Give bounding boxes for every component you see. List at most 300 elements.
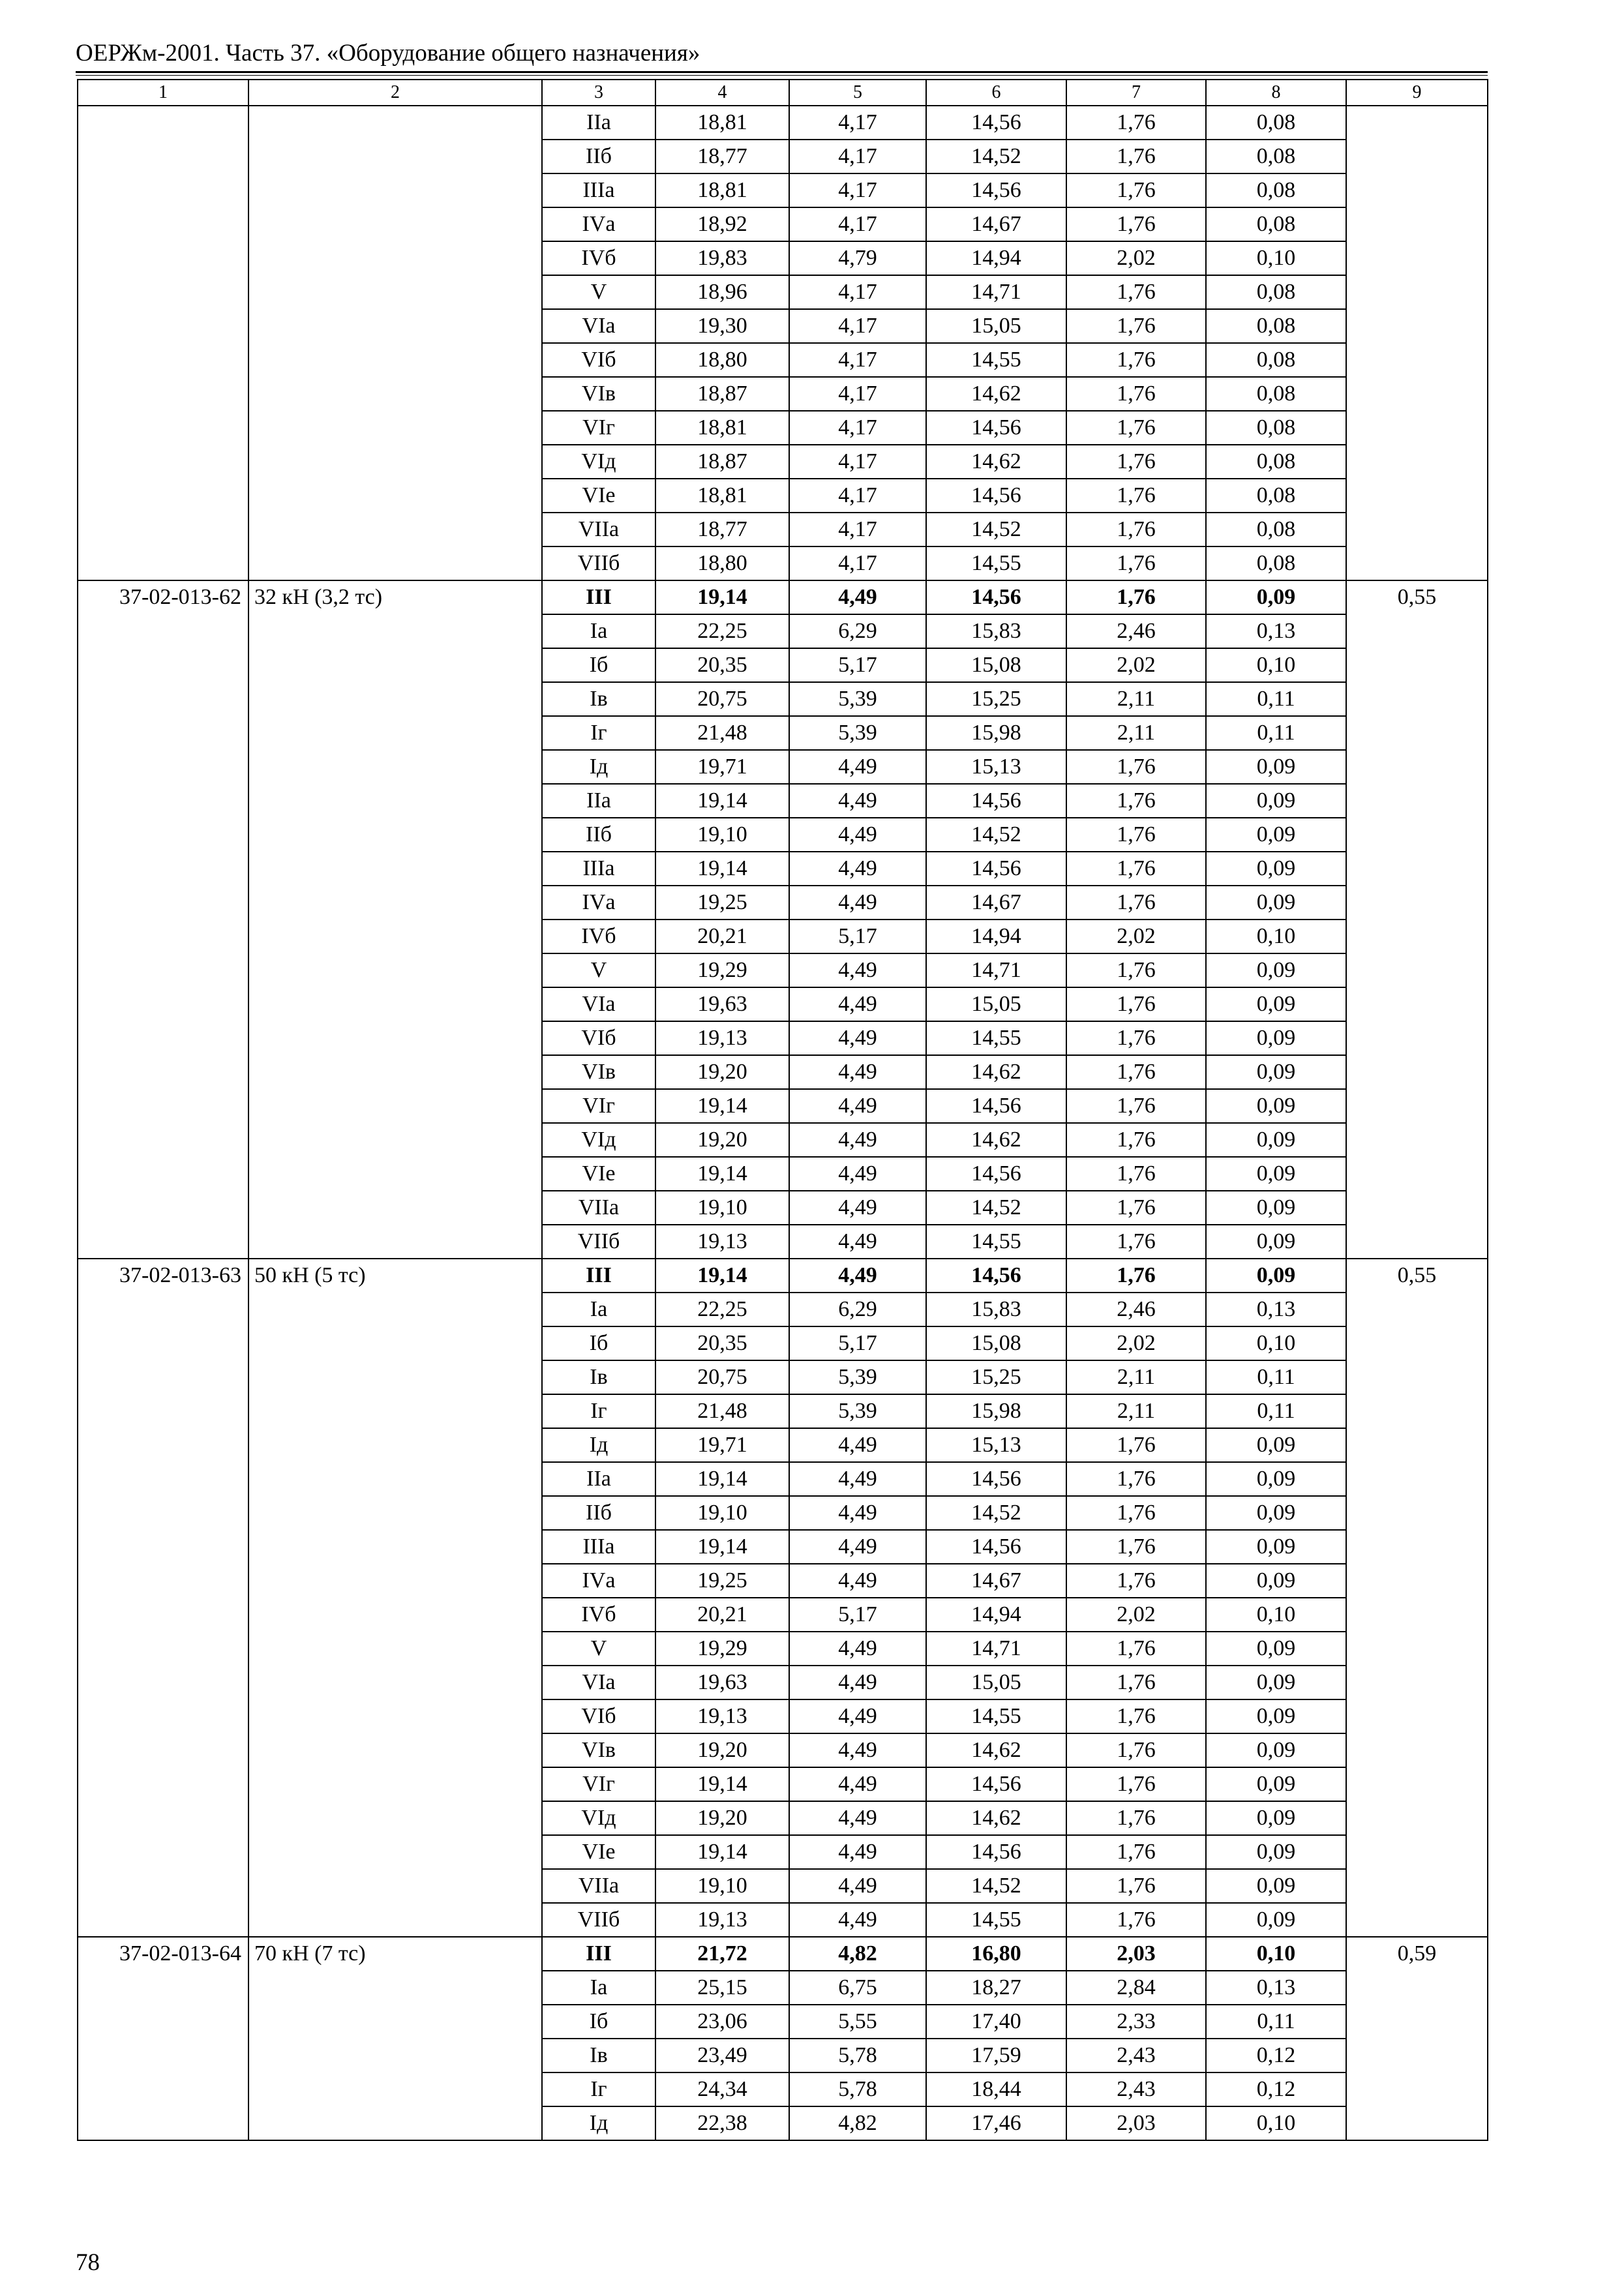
column-number-row (78, 80, 1488, 106)
value-cell: 18,81 (655, 173, 789, 207)
value-cell: 0,09 (1206, 1530, 1346, 1564)
category-cell: Iд (542, 2106, 655, 2140)
value-cell: 0,09 (1206, 886, 1346, 920)
value-cell: 4,49 (789, 1428, 926, 1462)
value-cell: 1,76 (1066, 1733, 1206, 1767)
value-cell: 0,09 (1206, 1157, 1346, 1191)
value-cell: 18,92 (655, 207, 789, 241)
value-cell: 4,49 (789, 1225, 926, 1259)
value-cell: 19,83 (655, 241, 789, 275)
value-cell: 4,49 (789, 750, 926, 784)
category-cell: Iб (542, 1326, 655, 1360)
value-cell: 0,09 (1206, 987, 1346, 1021)
value-cell: 14,55 (926, 546, 1066, 580)
column-number: 9 (1346, 80, 1488, 106)
value-cell: 14,56 (926, 1157, 1066, 1191)
value-cell: 4,49 (789, 1733, 926, 1767)
category-cell: IIб (542, 1496, 655, 1530)
category-cell: IIIа (542, 852, 655, 886)
value-cell: 2,02 (1066, 648, 1206, 682)
value-cell: 5,78 (789, 2072, 926, 2106)
category-cell: VIб (542, 343, 655, 377)
value-cell: 14,71 (926, 953, 1066, 987)
value-cell: 5,39 (789, 682, 926, 716)
page-number: 78 (76, 2249, 100, 2276)
table-body (78, 80, 1488, 2140)
category-cell: V (542, 1632, 655, 1666)
value-cell: 2,43 (1066, 2039, 1206, 2072)
value-cell: 14,52 (926, 140, 1066, 173)
value-cell: 2,33 (1066, 2005, 1206, 2039)
value-cell: 22,25 (655, 614, 789, 648)
value-cell: 0,08 (1206, 479, 1346, 513)
value-cell: 20,75 (655, 682, 789, 716)
value-cell: 14,67 (926, 207, 1066, 241)
value-cell: 4,49 (789, 886, 926, 920)
value-cell: 0,11 (1206, 716, 1346, 750)
value-cell: 19,10 (655, 1191, 789, 1225)
value-cell: 1,76 (1066, 309, 1206, 343)
value-cell: 4,49 (789, 1767, 926, 1801)
value-cell: 14,62 (926, 445, 1066, 479)
rate-code-cell: 37-02-013-62 (78, 580, 248, 1259)
category-cell: IIб (542, 818, 655, 852)
value-cell: 0,09 (1206, 1767, 1346, 1801)
value-cell: 4,17 (789, 343, 926, 377)
value-cell: 4,17 (789, 207, 926, 241)
header-rule (76, 71, 1488, 73)
value-cell: 19,14 (655, 1462, 789, 1496)
value-cell: 0,09 (1206, 1733, 1346, 1767)
value-cell: 1,76 (1066, 513, 1206, 546)
value-cell: 0,12 (1206, 2039, 1346, 2072)
category-cell: IIIа (542, 1530, 655, 1564)
value-cell: 4,17 (789, 513, 926, 546)
table-row (78, 106, 1488, 140)
capacity-cell: 70 кН (7 тс) (248, 1937, 542, 2140)
column-number: 3 (542, 80, 655, 106)
value-cell: 19,13 (655, 1699, 789, 1733)
category-cell: Iд (542, 750, 655, 784)
value-cell: 1,76 (1066, 106, 1206, 140)
value-cell: 15,98 (926, 1394, 1066, 1428)
value-cell: 19,71 (655, 1428, 789, 1462)
value-cell: 15,25 (926, 682, 1066, 716)
value-cell: 0,09 (1206, 1225, 1346, 1259)
category-cell: VIд (542, 445, 655, 479)
value-cell: 1,76 (1066, 1835, 1206, 1869)
category-cell: VIе (542, 1835, 655, 1869)
value-cell: 0,10 (1206, 648, 1346, 682)
category-cell: Iа (542, 1971, 655, 2005)
value-cell: 22,38 (655, 2106, 789, 2140)
value-cell: 18,80 (655, 546, 789, 580)
value-cell: 22,25 (655, 1293, 789, 1326)
value-cell: 4,17 (789, 275, 926, 309)
value-cell: 4,79 (789, 241, 926, 275)
value-cell: 1,76 (1066, 1632, 1206, 1666)
value-cell: 14,62 (926, 1733, 1066, 1767)
value-cell: 2,02 (1066, 1326, 1206, 1360)
value-cell: 0,08 (1206, 546, 1346, 580)
value-cell: 20,35 (655, 648, 789, 682)
value-cell: 2,03 (1066, 1937, 1206, 1971)
category-cell: Iг (542, 1394, 655, 1428)
value-cell: 0,08 (1206, 411, 1346, 445)
value-cell: 0,09 (1206, 1191, 1346, 1225)
category-cell: VIб (542, 1021, 655, 1055)
value-cell: 1,76 (1066, 479, 1206, 513)
value-cell: 18,27 (926, 1971, 1066, 2005)
value-cell: 15,05 (926, 309, 1066, 343)
value-cell: 14,55 (926, 1903, 1066, 1937)
value-cell: 4,49 (789, 580, 926, 614)
value-cell: 15,83 (926, 614, 1066, 648)
value-cell: 1,76 (1066, 1903, 1206, 1937)
value-cell: 2,02 (1066, 241, 1206, 275)
capacity-cell (248, 106, 542, 580)
value-cell: 14,67 (926, 886, 1066, 920)
value-cell: 19,25 (655, 1564, 789, 1598)
value-cell: 14,62 (926, 1801, 1066, 1835)
value-cell: 19,25 (655, 886, 789, 920)
value-cell: 1,76 (1066, 140, 1206, 173)
value-cell: 0,08 (1206, 513, 1346, 546)
value-cell: 15,25 (926, 1360, 1066, 1394)
value-cell: 19,13 (655, 1021, 789, 1055)
category-cell: Iб (542, 2005, 655, 2039)
category-cell: VIIб (542, 1903, 655, 1937)
value-cell: 0,09 (1206, 818, 1346, 852)
category-cell: IVб (542, 1598, 655, 1632)
value-cell: 19,20 (655, 1801, 789, 1835)
value-cell: 2,11 (1066, 1394, 1206, 1428)
category-cell: Iв (542, 2039, 655, 2072)
page-header-title: ОЕРЖм-2001. Часть 37. «Оборудование общего назначения» (76, 40, 700, 67)
value-cell: 15,13 (926, 1428, 1066, 1462)
value-cell: 0,10 (1206, 920, 1346, 953)
value-cell: 14,62 (926, 377, 1066, 411)
value-cell: 0,08 (1206, 377, 1346, 411)
rate-code-cell (78, 106, 248, 580)
value-cell: 14,55 (926, 1699, 1066, 1733)
value-cell: 19,13 (655, 1225, 789, 1259)
value-cell: 1,76 (1066, 1428, 1206, 1462)
category-cell: III (542, 580, 655, 614)
column-number: 6 (926, 80, 1066, 106)
value-cell: 14,94 (926, 920, 1066, 953)
value-cell: 19,10 (655, 818, 789, 852)
value-cell: 4,49 (789, 953, 926, 987)
value-cell: 1,76 (1066, 886, 1206, 920)
value-cell: 1,76 (1066, 173, 1206, 207)
value-cell: 5,39 (789, 1394, 926, 1428)
value-cell: 0,09 (1206, 1699, 1346, 1733)
value-cell: 4,49 (789, 1530, 926, 1564)
category-cell: III (542, 1937, 655, 1971)
value-cell: 4,49 (789, 784, 926, 818)
value-cell: 2,46 (1066, 614, 1206, 648)
category-cell: IVа (542, 1564, 655, 1598)
value-cell: 5,17 (789, 1326, 926, 1360)
value-cell: 4,49 (789, 1869, 926, 1903)
value-cell: 0,08 (1206, 343, 1346, 377)
category-cell: IVб (542, 241, 655, 275)
value-cell: 19,14 (655, 1157, 789, 1191)
value-cell: 0,10 (1206, 1937, 1346, 1971)
category-cell: VIд (542, 1801, 655, 1835)
category-cell: VIIа (542, 1191, 655, 1225)
category-cell: IIа (542, 1462, 655, 1496)
value-cell: 1,76 (1066, 750, 1206, 784)
rate-code-cell: 37-02-013-63 (78, 1259, 248, 1937)
value-cell: 14,71 (926, 1632, 1066, 1666)
value-cell: 5,39 (789, 716, 926, 750)
value-cell: 19,10 (655, 1496, 789, 1530)
value-cell: 17,59 (926, 2039, 1066, 2072)
category-cell: VIд (542, 1123, 655, 1157)
column-9-cell: 0,59 (1346, 1937, 1488, 2140)
value-cell: 1,76 (1066, 953, 1206, 987)
value-cell: 6,29 (789, 1293, 926, 1326)
value-cell: 1,76 (1066, 1767, 1206, 1801)
value-cell: 14,62 (926, 1123, 1066, 1157)
value-cell: 0,12 (1206, 2072, 1346, 2106)
value-cell: 4,49 (789, 1021, 926, 1055)
value-cell: 1,76 (1066, 1801, 1206, 1835)
column-9-cell (1346, 106, 1488, 580)
category-cell: IIб (542, 140, 655, 173)
value-cell: 0,09 (1206, 1123, 1346, 1157)
value-cell: 0,10 (1206, 1326, 1346, 1360)
value-cell: 1,76 (1066, 1123, 1206, 1157)
category-cell: IVа (542, 207, 655, 241)
value-cell: 1,76 (1066, 1191, 1206, 1225)
value-cell: 5,55 (789, 2005, 926, 2039)
value-cell: 0,08 (1206, 140, 1346, 173)
value-cell: 18,81 (655, 411, 789, 445)
value-cell: 4,82 (789, 2106, 926, 2140)
value-cell: 1,76 (1066, 580, 1206, 614)
value-cell: 4,49 (789, 1123, 926, 1157)
value-cell: 17,46 (926, 2106, 1066, 2140)
table-row (78, 580, 1488, 614)
value-cell: 16,80 (926, 1937, 1066, 1971)
value-cell: 0,09 (1206, 1632, 1346, 1666)
category-cell: III (542, 1259, 655, 1293)
category-cell: VIа (542, 1666, 655, 1699)
value-cell: 0,11 (1206, 2005, 1346, 2039)
value-cell: 14,62 (926, 1055, 1066, 1089)
value-cell: 4,49 (789, 1496, 926, 1530)
value-cell: 5,17 (789, 920, 926, 953)
value-cell: 0,13 (1206, 1971, 1346, 2005)
value-cell: 4,49 (789, 1903, 926, 1937)
value-cell: 4,49 (789, 1259, 926, 1293)
capacity-cell: 32 кН (3,2 тс) (248, 580, 542, 1259)
category-cell: VIв (542, 1055, 655, 1089)
category-cell: Iб (542, 648, 655, 682)
value-cell: 19,14 (655, 1259, 789, 1293)
value-cell: 0,08 (1206, 309, 1346, 343)
value-cell: 1,76 (1066, 852, 1206, 886)
value-cell: 14,94 (926, 241, 1066, 275)
category-cell: V (542, 953, 655, 987)
column-number: 5 (789, 80, 926, 106)
value-cell: 4,17 (789, 309, 926, 343)
value-cell: 18,87 (655, 445, 789, 479)
value-cell: 4,17 (789, 106, 926, 140)
value-cell: 1,76 (1066, 1699, 1206, 1733)
value-cell: 14,56 (926, 106, 1066, 140)
value-cell: 15,98 (926, 716, 1066, 750)
value-cell: 23,49 (655, 2039, 789, 2072)
category-cell: Iв (542, 682, 655, 716)
value-cell: 19,14 (655, 784, 789, 818)
value-cell: 19,63 (655, 1666, 789, 1699)
category-cell: Iг (542, 2072, 655, 2106)
value-cell: 14,56 (926, 173, 1066, 207)
value-cell: 14,55 (926, 1021, 1066, 1055)
value-cell: 25,15 (655, 1971, 789, 2005)
value-cell: 1,76 (1066, 1225, 1206, 1259)
value-cell: 4,49 (789, 1462, 926, 1496)
value-cell: 0,10 (1206, 241, 1346, 275)
value-cell: 1,76 (1066, 818, 1206, 852)
value-cell: 0,08 (1206, 275, 1346, 309)
value-cell: 19,13 (655, 1903, 789, 1937)
value-cell: 4,49 (789, 1055, 926, 1089)
value-cell: 17,40 (926, 2005, 1066, 2039)
value-cell: 0,09 (1206, 1462, 1346, 1496)
table-row (78, 1937, 1488, 1971)
value-cell: 0,09 (1206, 1666, 1346, 1699)
value-cell: 18,81 (655, 106, 789, 140)
value-cell: 24,34 (655, 2072, 789, 2106)
value-cell: 4,17 (789, 377, 926, 411)
value-cell: 19,14 (655, 852, 789, 886)
value-cell: 19,14 (655, 1530, 789, 1564)
value-cell: 21,48 (655, 716, 789, 750)
value-cell: 1,76 (1066, 546, 1206, 580)
value-cell: 1,76 (1066, 1869, 1206, 1903)
value-cell: 0,11 (1206, 1394, 1346, 1428)
value-cell: 18,81 (655, 479, 789, 513)
value-cell: 6,29 (789, 614, 926, 648)
value-cell: 0,09 (1206, 1089, 1346, 1123)
category-cell: Iв (542, 1360, 655, 1394)
value-cell: 4,49 (789, 818, 926, 852)
value-cell: 0,09 (1206, 784, 1346, 818)
value-cell: 1,76 (1066, 377, 1206, 411)
column-number: 2 (248, 80, 542, 106)
value-cell: 14,56 (926, 1462, 1066, 1496)
value-cell: 5,17 (789, 648, 926, 682)
value-cell: 0,08 (1206, 207, 1346, 241)
value-cell: 0,09 (1206, 1259, 1346, 1293)
value-cell: 4,49 (789, 1157, 926, 1191)
value-cell: 0,09 (1206, 852, 1346, 886)
value-cell: 18,80 (655, 343, 789, 377)
value-cell: 18,44 (926, 2072, 1066, 2106)
category-cell: VIа (542, 987, 655, 1021)
value-cell: 0,09 (1206, 1801, 1346, 1835)
value-cell: 0,09 (1206, 1564, 1346, 1598)
value-cell: 20,21 (655, 920, 789, 953)
value-cell: 15,05 (926, 1666, 1066, 1699)
value-cell: 2,43 (1066, 2072, 1206, 2106)
rates-table (77, 79, 1488, 2141)
value-cell: 18,77 (655, 513, 789, 546)
value-cell: 6,75 (789, 1971, 926, 2005)
value-cell: 14,56 (926, 1089, 1066, 1123)
value-cell: 0,11 (1206, 682, 1346, 716)
value-cell: 2,02 (1066, 920, 1206, 953)
value-cell: 14,56 (926, 1767, 1066, 1801)
category-cell: IIа (542, 784, 655, 818)
category-cell: VIг (542, 1767, 655, 1801)
value-cell: 0,09 (1206, 1021, 1346, 1055)
value-cell: 19,10 (655, 1869, 789, 1903)
value-cell: 1,76 (1066, 275, 1206, 309)
value-cell: 4,49 (789, 1564, 926, 1598)
category-cell: VIв (542, 1733, 655, 1767)
value-cell: 14,56 (926, 479, 1066, 513)
value-cell: 2,03 (1066, 2106, 1206, 2140)
value-cell: 4,49 (789, 1699, 926, 1733)
category-cell: Iг (542, 716, 655, 750)
value-cell: 19,29 (655, 1632, 789, 1666)
value-cell: 2,11 (1066, 716, 1206, 750)
value-cell: 2,46 (1066, 1293, 1206, 1326)
value-cell: 4,49 (789, 852, 926, 886)
value-cell: 2,84 (1066, 1971, 1206, 2005)
value-cell: 4,49 (789, 1835, 926, 1869)
value-cell: 14,55 (926, 1225, 1066, 1259)
column-number: 4 (655, 80, 789, 106)
value-cell: 14,56 (926, 1530, 1066, 1564)
rate-code-cell: 37-02-013-64 (78, 1937, 248, 2140)
value-cell: 1,76 (1066, 411, 1206, 445)
value-cell: 4,17 (789, 173, 926, 207)
value-cell: 4,17 (789, 140, 926, 173)
value-cell: 0,09 (1206, 580, 1346, 614)
value-cell: 1,76 (1066, 987, 1206, 1021)
value-cell: 19,71 (655, 750, 789, 784)
value-cell: 4,17 (789, 445, 926, 479)
category-cell: VIг (542, 1089, 655, 1123)
value-cell: 21,48 (655, 1394, 789, 1428)
value-cell: 0,08 (1206, 445, 1346, 479)
category-cell: VIа (542, 309, 655, 343)
value-cell: 0,08 (1206, 106, 1346, 140)
value-cell: 14,94 (926, 1598, 1066, 1632)
category-cell: IIIа (542, 173, 655, 207)
category-cell: IVа (542, 886, 655, 920)
category-cell: VIIа (542, 1869, 655, 1903)
table-row (78, 1259, 1488, 1293)
category-cell: IVб (542, 920, 655, 953)
value-cell: 1,76 (1066, 1089, 1206, 1123)
value-cell: 14,52 (926, 818, 1066, 852)
value-cell: 14,52 (926, 1869, 1066, 1903)
value-cell: 15,08 (926, 648, 1066, 682)
value-cell: 14,56 (926, 1259, 1066, 1293)
column-9-cell: 0,55 (1346, 580, 1488, 1259)
value-cell: 1,76 (1066, 1462, 1206, 1496)
value-cell: 19,14 (655, 1767, 789, 1801)
value-cell: 20,21 (655, 1598, 789, 1632)
